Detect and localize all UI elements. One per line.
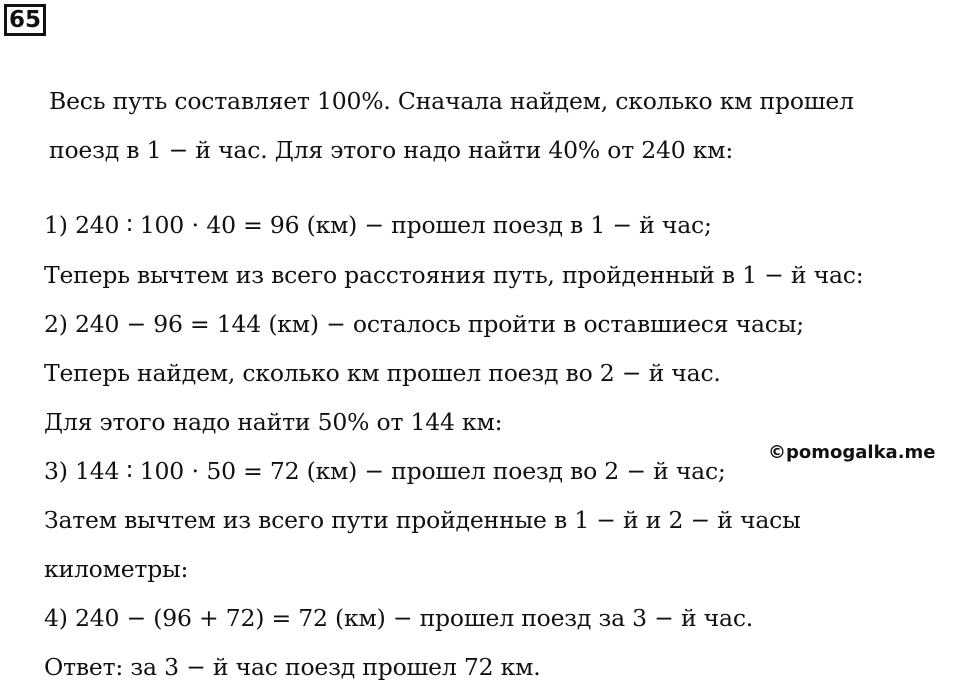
text-line-3: 1) 240 ∶ 100 ⋅ 40 = 96 (км) − прошел поезд в 1 − й час; <box>44 211 712 239</box>
text-line-11: 4) 240 − (96 + 72) = 72 (км) − прошел поезд за 3 − й час. <box>44 604 754 632</box>
text-line-7: Для этого надо найти 50% от 144 км: <box>44 408 503 436</box>
watermark: ©pomogalka.me <box>768 442 936 463</box>
task-number-box: 65 <box>4 4 46 36</box>
text-line-8: 3) 144 ∶ 100 ⋅ 50 = 72 (км) − прошел поезд во 2 − й час; <box>44 457 726 485</box>
text-line-9: Затем вычтем из всего пути пройденные в 1 − й и 2 − й часы <box>44 506 801 534</box>
text-line-4: Теперь вычтем из всего расстояния путь, пройденный в 1 − й час: <box>44 261 864 289</box>
text-line-12: Ответ: за 3 − й час поезд прошел 72 км. <box>44 653 541 681</box>
text-line-2: поезд в 1 − й час. Для этого надо найти 40% от 240 км: <box>49 136 734 164</box>
text-line-1: Весь путь составляет 100%. Сначала найдем, сколько км прошел <box>49 87 854 115</box>
text-line-10: километры: <box>44 555 189 583</box>
text-line-6: Теперь найдем, сколько км прошел поезд во 2 − й час. <box>44 359 721 387</box>
text-line-5: 2) 240 − 96 = 144 (км) − осталось пройти в оставшиеся часы; <box>44 310 804 338</box>
